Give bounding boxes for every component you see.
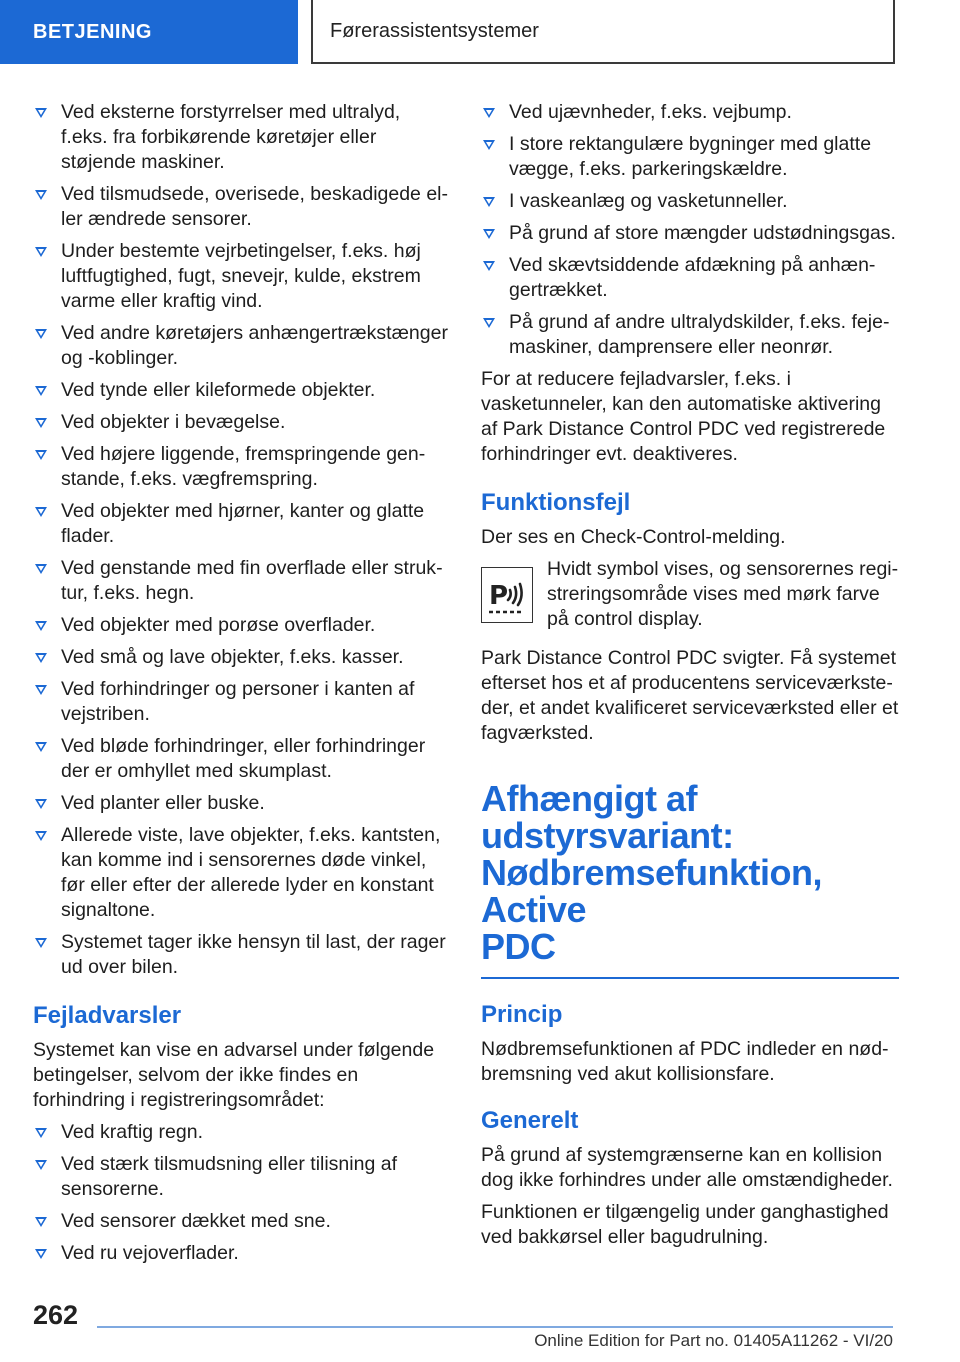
list-item: Under bestemte vejrbetingelser, f.eks. høj luftfugtighed, fugt, snevejr, kulde, ekstrem varme eller kraftig vind. xyxy=(33,239,451,314)
page-number: 262 xyxy=(33,1300,79,1330)
reduce-warnings-text: For at reducere fejladvarsler, f.eks. i vasketunneler, kan den automatiske aktivering af Park Distance Control PDC ved registrerede forhindringer evt. deaktiveres. xyxy=(481,368,886,465)
triangle-bullet-icon xyxy=(35,938,47,948)
list-item: Ved objekter i bevægelse. xyxy=(33,410,451,435)
header-section-tab xyxy=(0,0,298,64)
right-column xyxy=(481,100,899,1257)
park-distance-control-warning-icon xyxy=(481,567,533,623)
triangle-bullet-icon xyxy=(35,653,47,663)
triangle-bullet-icon xyxy=(35,418,47,428)
general-heading: Generelt xyxy=(481,1107,579,1134)
principle-text: Nødbremsefunktionen af PDC indleder en nødbremsning ved akut kollisionsfare. xyxy=(481,1038,889,1085)
limitations-list-continued xyxy=(481,100,899,360)
list-item: Ved stærk tilsmudsning eller tilisning af sensorerne. xyxy=(33,1152,451,1202)
list-item: På grund af store mængder udstødningsgas. xyxy=(481,221,899,246)
list-item: Ved andre køretøjers anhængertrækstænger og -koblinger. xyxy=(33,321,451,371)
list-item: Ved eksterne forstyrrelser med ultralyd, f.eks. fra forbikørende køretøjer eller støjende maskiner. xyxy=(33,100,451,175)
section-heading-block xyxy=(481,780,899,979)
triangle-bullet-icon xyxy=(35,247,47,257)
list-item: Ved ujævnheder, f.eks. vejbump. xyxy=(481,100,899,125)
list-item: Ved kraftig regn. xyxy=(33,1120,451,1145)
list-item: Ved planter eller buske. xyxy=(33,791,451,816)
symbol-description: Hvidt symbol vises, og sensorernes registreringsområde vises med mørk farve på control display. xyxy=(547,558,899,630)
list-item: Ved små og lave objekter, f.eks. kasser. xyxy=(33,645,451,670)
list-item: På grund af andre ultralydskilder, f.eks. fejemaskiner, damprensere eller neonrør. xyxy=(481,310,899,360)
triangle-bullet-icon xyxy=(35,450,47,460)
triangle-bullet-icon xyxy=(483,197,495,207)
list-item: Ved bløde forhindringer, eller forhindringer der er omhyllet med skumplast. xyxy=(33,734,451,784)
list-item: Ved objekter med hjørner, kanter og glatte flader. xyxy=(33,499,451,549)
left-column xyxy=(33,100,451,1273)
general-text-1: På grund af systemgrænserne kan en kollision dog ikke forhindres under alle omstændigheder. xyxy=(481,1144,893,1191)
triangle-bullet-icon xyxy=(483,261,495,271)
malfunction-text: Der ses en Check-Control-melding. xyxy=(481,526,786,548)
triangle-bullet-icon xyxy=(35,1160,47,1170)
triangle-bullet-icon xyxy=(35,329,47,339)
triangle-bullet-icon xyxy=(35,507,47,517)
footer-edition: Online Edition for Part no. 01405A11262 - VI/20 xyxy=(534,1331,893,1350)
list-item: Ved sensorer dækket med sne. xyxy=(33,1209,451,1234)
triangle-bullet-icon xyxy=(35,831,47,841)
failure-text: Park Distance Control PDC svigter. Få systemet efterset hos et af producentens serviceværksteder, et andet kvalificeret serviceværksted eller et fagværksted. xyxy=(481,647,899,744)
triangle-bullet-icon xyxy=(35,564,47,574)
svg-text:P: P xyxy=(489,581,509,611)
list-item: Ved objekter med porøse overflader. xyxy=(33,613,451,638)
limitations-list xyxy=(33,100,451,980)
list-item: Ved tynde eller kileformede objekter. xyxy=(33,378,451,403)
header-chapter-label: Førerassistentsystemer xyxy=(330,19,539,42)
symbol-row xyxy=(481,557,899,632)
triangle-bullet-icon xyxy=(35,685,47,695)
list-item: Ved højere liggende, fremspringende genstande, f.eks. vægfremspring. xyxy=(33,442,451,492)
list-item: Ved ru vejoverflader. xyxy=(33,1241,451,1266)
triangle-bullet-icon xyxy=(35,742,47,752)
triangle-bullet-icon xyxy=(35,108,47,118)
header-section-label: BETJENING xyxy=(33,20,152,43)
list-item: Ved tilsmudsede, overisede, beskadigede eller ændrede sensorer. xyxy=(33,182,451,232)
list-item: I vaskeanlæg og vasketunneller. xyxy=(481,189,899,214)
triangle-bullet-icon xyxy=(35,799,47,809)
malfunction-heading: Funktionsfejl xyxy=(481,489,631,516)
list-item: Systemet tager ikke hensyn til last, der rager ud over bilen. xyxy=(33,930,451,980)
triangle-bullet-icon xyxy=(35,190,47,200)
triangle-bullet-icon xyxy=(35,1128,47,1138)
triangle-bullet-icon xyxy=(35,621,47,631)
list-item: Ved forhindringer og personer i kanten af vejstriben. xyxy=(33,677,451,727)
footer-divider xyxy=(97,1326,893,1328)
list-item: Ved genstande med fin overflade eller struktur, f.eks. hegn. xyxy=(33,556,451,606)
section-heading: Afhængigt af udstyrsvariant: Nødbremsefunktion, Active PDC xyxy=(481,778,823,967)
principle-heading: Princip xyxy=(481,1001,563,1028)
triangle-bullet-icon xyxy=(483,108,495,118)
list-item: Allerede viste, lave objekter, f.eks. kantsten, kan komme ind i sensorernes døde vinkel, før eller efter der allerede lyder en konstant signaltone. xyxy=(33,823,451,923)
triangle-bullet-icon xyxy=(35,386,47,396)
triangle-bullet-icon xyxy=(483,229,495,239)
warnings-text: Systemet kan vise en advarsel under følgende betingelser, selvom der ikke findes en forhindring i registreringsområdet: xyxy=(33,1039,435,1111)
triangle-bullet-icon xyxy=(35,1217,47,1227)
triangle-bullet-icon xyxy=(483,140,495,150)
list-item: I store rektangulære bygninger med glatte vægge, f.eks. parkeringskældre. xyxy=(481,132,899,182)
triangle-bullet-icon xyxy=(35,1249,47,1259)
general-text-2: Funktionen er tilgængelig under ganghastighed ved bakkørsel eller bagudrulning. xyxy=(481,1201,889,1248)
header-chapter-box xyxy=(311,0,895,64)
triangle-bullet-icon xyxy=(483,318,495,328)
warnings-heading: Fejladvarsler xyxy=(33,1002,182,1029)
warnings-list xyxy=(33,1120,451,1266)
list-item: Ved skævtsiddende afdækning på anhængertrækket. xyxy=(481,253,899,303)
